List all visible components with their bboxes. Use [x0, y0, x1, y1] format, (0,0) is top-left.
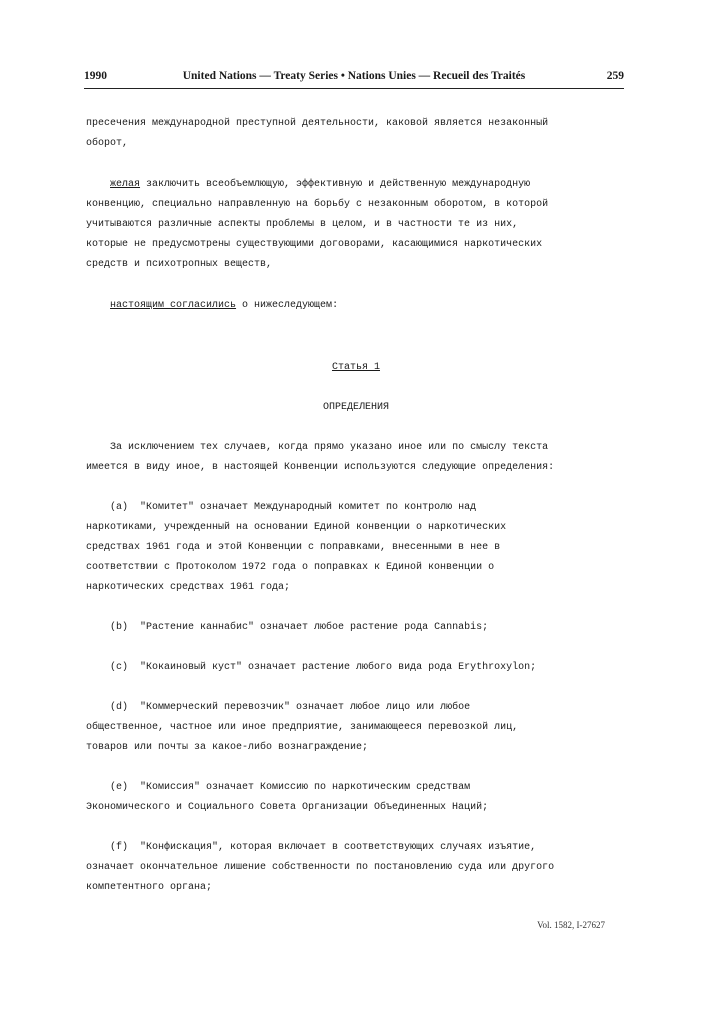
paragraph-line: За исключением тех случаев, когда прямо указано иное или по смыслу текста — [110, 442, 549, 453]
paragraph-line: желая заключить всеобъемлющую, эффективную и действенную международную — [110, 179, 531, 190]
paragraph-line: оборот, — [86, 138, 129, 149]
section-heading: ОПРЕДЕЛЕНИЯ — [322, 402, 389, 413]
paragraph-line: настоящим согласились о нижеследующем: — [110, 300, 339, 311]
paragraph-line: имеется в виду иное, в настоящей Конвенции используются следующие определения: — [86, 462, 555, 473]
definition-line: компетентного органа; — [86, 882, 213, 893]
underlined-lead: желая — [110, 179, 141, 190]
header-year: 1990 — [84, 70, 107, 82]
definition-line: средствах 1961 года и этой Конвенции с поправками, внесенными в нее в — [86, 542, 501, 553]
article-heading: Статья 1 — [331, 362, 380, 373]
definition-line: Экономического и Социального Совета Организации Объединенных Наций; — [86, 802, 489, 813]
definition-line: (d) "Коммерческий перевозчик" означает любое лицо или любое — [110, 702, 471, 713]
definition-line: (b) "Растение каннабис" означает любое растение рода Cannabis; — [110, 622, 489, 633]
paragraph-line: учитываются различные аспекты проблемы в целом, и в частности те из них, — [86, 219, 519, 230]
definition-line: (с) "Кокаиновый куст" означает растение любого вида рода Erythroxylon; — [110, 662, 537, 673]
header-rule — [84, 88, 624, 89]
paragraph-line: пресечения международной преступной деятельности, каковой является незаконный — [86, 118, 549, 129]
definition-line: означает окончательное лишение собственности по постановлению суда или другого — [86, 862, 555, 873]
document-body — [86, 114, 626, 898]
definition-line: наркотических средствах 1961 года; — [86, 582, 291, 593]
definition-line: товаров или почты за какое-либо вознаграждение; — [86, 742, 369, 753]
paragraph-line: средств и психотропных веществ, — [86, 259, 273, 270]
definition-line: наркотиками, учрежденный на основании Единой конвенции о наркотических — [86, 522, 507, 533]
definition-line: (f) "Конфискация", которая включает в соответствующих случаях изъятие, — [110, 842, 537, 853]
definition-line: (е) "Комиссия" означает Комиссию по наркотическим средствам — [110, 782, 471, 793]
running-header — [84, 70, 624, 88]
underlined-lead: настоящим согласились — [110, 300, 237, 311]
paragraph-line: которые не предусмотрены существующими договорами, касающимися наркотических — [86, 239, 543, 250]
definition-line: общественное, частное или иное предприятие, занимающееся перевозкой лиц, — [86, 722, 519, 733]
volume-reference: Vol. 1582, I-27627 — [537, 920, 605, 930]
header-page-number: 259 — [606, 70, 624, 82]
header-title: United Nations — Treaty Series • Nations Unies — Recueil des Traités — [182, 70, 526, 82]
definition-line: (а) "Комитет" означает Международный комитет по контролю над — [110, 502, 477, 513]
paragraph-line: конвенцию, специально направленную на борьбу с незаконным оборотом, в которой — [86, 199, 549, 210]
definition-line: соответствии с Протоколом 1972 года о поправках к Единой конвенции о — [86, 562, 495, 573]
